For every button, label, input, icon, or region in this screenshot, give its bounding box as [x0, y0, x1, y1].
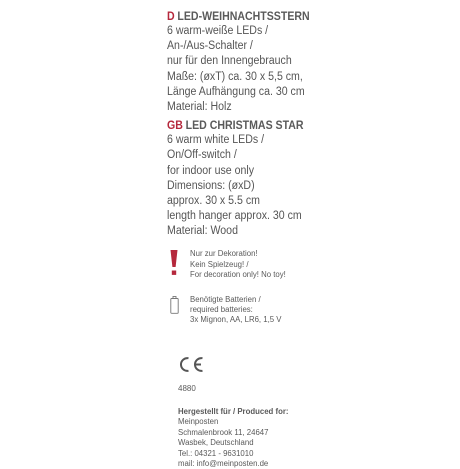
de-heading [167, 10, 429, 24]
de-line: Maße: (øxT) ca. 30 x 5,5 cm, [167, 70, 303, 83]
de-language-code: D [167, 11, 175, 23]
manufacturer-line: Wasbek, Deutschland [178, 438, 254, 448]
de-line: An-/Aus-Schalter / [167, 40, 253, 53]
battery-icon [167, 295, 181, 314]
item-code: 4880 [178, 383, 196, 393]
manufacturer-line: Tel.: 04321 - 9631010 [178, 448, 254, 458]
battery-text [181, 295, 281, 326]
gb-line: Material: Wood [167, 225, 238, 238]
battery-line: required batteries: [190, 305, 253, 315]
gb-line: approx. 30 x 5.5 cm [167, 194, 260, 207]
de-line: Material: Holz [167, 100, 232, 113]
warning-line: Nur zur Dekoration! [190, 249, 258, 259]
battery-block [167, 295, 452, 326]
de-line: 6 warm-weiße LEDs / [167, 25, 269, 37]
battery-line: Benötigte Batterien / [190, 294, 261, 304]
exclamation-icon [167, 249, 181, 277]
manufacturer-line: Meinposten [178, 417, 219, 427]
gb-line: Dimensions: (øxD) [167, 179, 255, 192]
manufacturer-line: mail: info@meinposten.de [178, 458, 269, 468]
warning-text [181, 249, 286, 280]
ce-mark-icon [177, 356, 452, 378]
product-label [167, 10, 452, 469]
manufacturer-line: Schmalenbrook 11, 24647 [178, 427, 269, 437]
warning-line: For decoration only! No toy! [190, 270, 286, 280]
gb-line: 6 warm white LEDs / [167, 134, 265, 147]
battery-line: 3x Mignon, AA, LR6, 1,5 V [190, 315, 282, 325]
gb-line: for indoor use only [167, 164, 255, 177]
warning-block [167, 249, 452, 280]
warning-line: Kein Spielzeug! / [190, 259, 249, 269]
gb-description [167, 133, 429, 239]
gb-title: LED CHRISTMAS STAR [185, 120, 304, 133]
de-description [167, 24, 429, 115]
de-line: nur für den Innengebrauch [167, 55, 292, 68]
de-title: LED-WEIHNACHTSSTERN [177, 11, 310, 23]
gb-heading [167, 119, 429, 133]
gb-line: On/Off-switch / [167, 149, 237, 162]
gb-line: length hanger approx. 30 cm [167, 210, 302, 223]
de-line: Länge Aufhängung ca. 30 cm [167, 85, 305, 98]
manufacturer-heading: Hergestellt für / Produced for: [178, 406, 289, 416]
gb-language-code: GB [167, 120, 183, 133]
